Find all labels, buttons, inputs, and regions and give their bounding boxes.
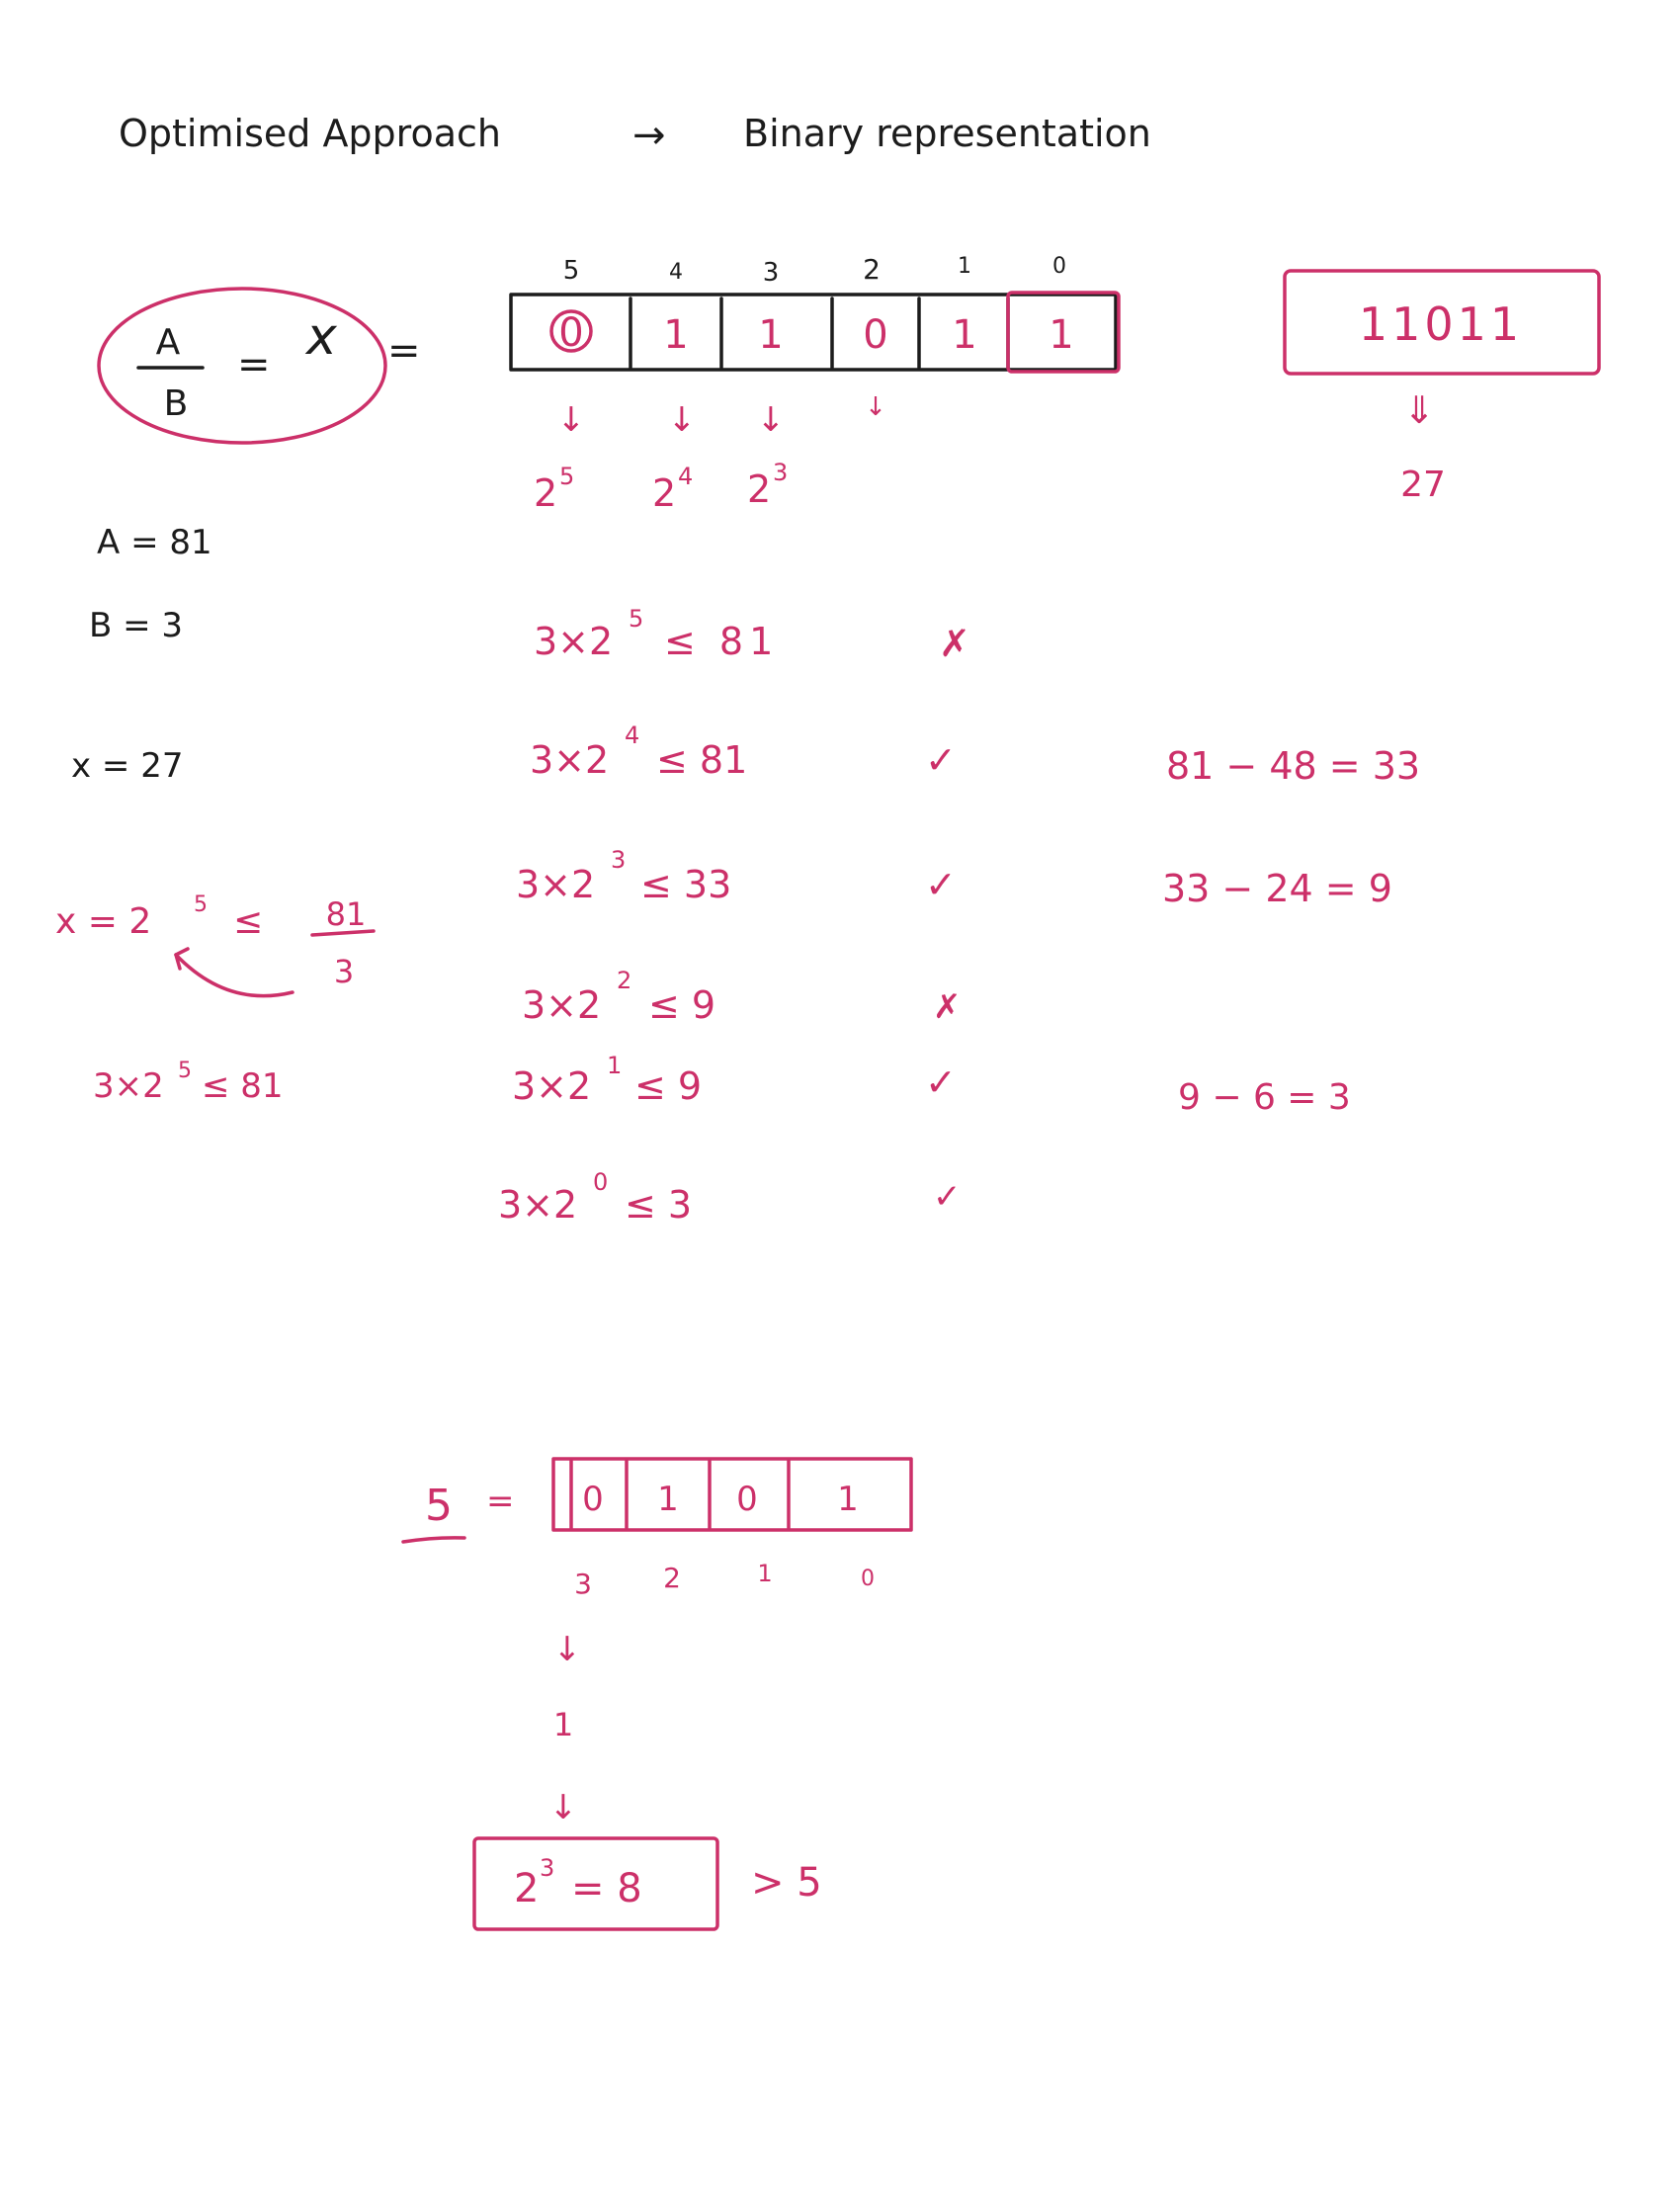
bit-value: 0 <box>736 1480 758 1519</box>
bit-index: 2 <box>663 1562 681 1594</box>
check-rest: ≤ 9 <box>634 1064 703 1108</box>
page-title: Optimised Approach <box>119 112 501 155</box>
answer-base: 2 <box>514 1866 540 1911</box>
bit-index: 1 <box>757 1560 773 1587</box>
answer-compare: > 5 <box>751 1860 822 1906</box>
side-eq-le: ≤ <box>233 901 264 942</box>
check-exp: 1 <box>607 1052 623 1079</box>
bit-index: 2 <box>863 253 881 286</box>
check-rest: ≤ 33 <box>640 863 732 906</box>
check-row <box>534 605 970 665</box>
check-row <box>498 1168 962 1227</box>
bit-value: 1 <box>837 1480 859 1519</box>
check-icon: ✓ <box>925 1061 957 1104</box>
side-frac-bar <box>312 931 374 935</box>
bit-index: 0 <box>861 1567 875 1591</box>
given-x: x = 27 <box>71 746 184 786</box>
check-icon: ✓ <box>925 863 957 906</box>
power-label: 2 <box>747 467 772 511</box>
side-line2-rest: ≤ 81 <box>202 1066 284 1106</box>
side-eq: x = 2 <box>55 901 152 942</box>
bit-value: 0 <box>863 312 888 358</box>
check-base: 3×2 <box>530 738 610 782</box>
remainder-step: 81 − 48 = 33 <box>1166 744 1421 788</box>
second-example <box>403 1459 911 1929</box>
intermediate-one: 1 <box>552 1706 574 1743</box>
given-b: B = 3 <box>89 606 184 645</box>
bit-index: 0 <box>1052 254 1066 279</box>
remainder-step: 33 − 24 = 9 <box>1162 867 1392 910</box>
answer-exp: 3 <box>540 1854 555 1882</box>
check-base: 3×2 <box>512 1064 592 1108</box>
check-base: 3×2 <box>498 1183 578 1227</box>
check-row <box>512 1052 957 1108</box>
check-base: 3×2 <box>522 983 602 1027</box>
fraction-denominator: B <box>163 383 189 424</box>
power-label: 2 <box>534 471 558 515</box>
side-frac-den: 3 <box>333 953 355 990</box>
fraction-numerator: A <box>155 322 181 363</box>
fraction-eq2: = <box>387 328 421 374</box>
header-arrow: → <box>632 113 666 158</box>
down-arrow-icon: ↓ <box>552 1630 582 1669</box>
down-arrow-icon: ↓ <box>556 400 586 440</box>
bit-value: 1 <box>1049 312 1074 358</box>
side-line2: 3×2 <box>93 1066 164 1106</box>
bit-index: 3 <box>574 1568 592 1600</box>
power-exp: 4 <box>678 463 694 490</box>
down-arrow-icon: ↓ <box>548 1788 578 1827</box>
remainder-step: 9 − 6 = 3 <box>1178 1077 1351 1118</box>
check-icon: ✓ <box>925 738 957 782</box>
check-row <box>530 721 957 782</box>
power-exp: 5 <box>559 463 575 490</box>
down-arrow-icon: ↓ <box>756 400 786 440</box>
bit-value: 0 <box>558 310 584 356</box>
given-a: A = 81 <box>97 523 212 562</box>
result-box <box>1285 271 1599 505</box>
fraction-var: x <box>306 307 337 367</box>
cross-icon: ✗ <box>933 987 962 1027</box>
double-down-arrow-icon: ⇓ <box>1403 388 1435 432</box>
answer-rest: = 8 <box>571 1866 642 1911</box>
power-label: 2 <box>652 471 677 515</box>
bit-value: 1 <box>758 312 784 358</box>
check-base: 3×2 <box>534 620 614 663</box>
cross-icon: ✗ <box>939 622 970 665</box>
check-row <box>516 846 957 906</box>
bit-value: 0 <box>582 1480 604 1519</box>
check-exp: 5 <box>629 605 644 633</box>
check-exp: 2 <box>617 967 632 994</box>
down-arrow-icon: ↓ <box>667 400 697 440</box>
bit-value: 1 <box>663 312 689 358</box>
example-number: 5 <box>425 1481 453 1531</box>
page-subtitle: Binary representation <box>743 112 1151 155</box>
check-rest: ≤ 9 <box>648 983 716 1027</box>
bit-value: 1 <box>952 312 977 358</box>
check-exp: 0 <box>593 1168 609 1196</box>
side-eq-exp: 5 <box>194 892 208 917</box>
side-line2-exp: 5 <box>178 1059 192 1083</box>
bit-array-frame <box>511 295 1116 370</box>
side-frac-num: 81 <box>325 895 367 933</box>
bit-index: 3 <box>762 258 780 288</box>
check-exp: 3 <box>611 846 627 874</box>
check-exp: 4 <box>625 721 640 749</box>
bit-index: 1 <box>958 254 971 279</box>
check-row <box>522 967 962 1027</box>
power-exp: 3 <box>773 459 789 486</box>
underline-stroke <box>403 1538 464 1542</box>
bit-array-main <box>511 253 1119 515</box>
example-eq: = <box>486 1482 515 1521</box>
fraction-eq1: = <box>237 342 271 387</box>
check-rest: ≤ 81 <box>664 620 780 663</box>
bit-index: 4 <box>669 260 683 285</box>
check-base: 3×2 <box>516 863 596 906</box>
check-rest: ≤ 3 <box>625 1183 693 1227</box>
check-rest: ≤ 81 <box>656 738 748 782</box>
checks-list <box>498 605 970 1227</box>
result-decimal: 27 <box>1400 465 1446 505</box>
down-arrow-icon: ↓ <box>865 392 886 422</box>
move-arrow <box>176 955 293 996</box>
bit-value: 1 <box>657 1480 679 1519</box>
result-binary: 11011 <box>1358 297 1524 351</box>
bit-index: 5 <box>562 256 580 286</box>
side-note <box>55 892 374 1106</box>
check-icon: ✓ <box>933 1177 962 1217</box>
